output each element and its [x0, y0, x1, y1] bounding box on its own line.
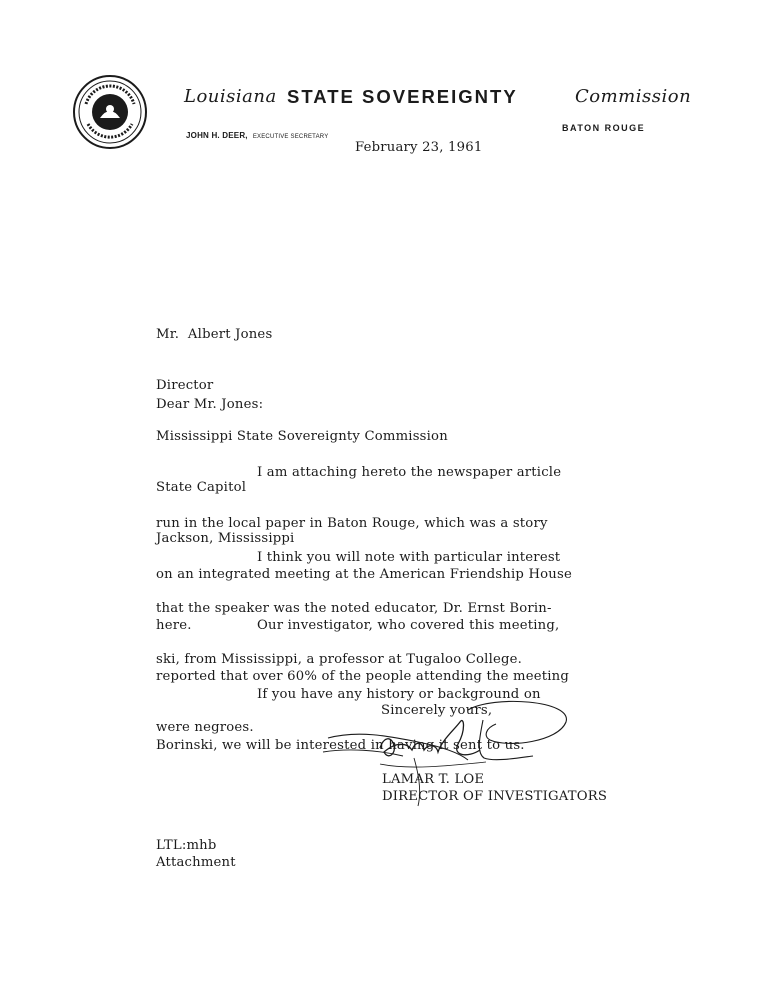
paragraph-line: Our investigator, who covered this meeting,	[257, 618, 560, 633]
enclosure-note: Attachment	[156, 855, 236, 870]
executive-secretary-line	[186, 123, 328, 142]
paragraph-line: run in the local paper in Baton Rouge, which was a story	[156, 516, 548, 531]
paragraph-line: If you have any history or background on	[257, 687, 541, 702]
paragraph-line: Borinski, we will be interested in having it sent to us.	[156, 738, 525, 753]
letterhead-commission-word: Commission	[575, 86, 692, 107]
paragraph-line: I think you will note with particular interest	[257, 550, 561, 565]
address-line: Director	[156, 378, 214, 393]
letterhead-location: BATON ROUGE	[562, 123, 646, 133]
paragraph-line: that the speaker was the noted educator, Dr. Ernst Borin-	[156, 601, 552, 616]
letter-date: February 23, 1961	[355, 140, 483, 155]
letterhead-title: STATE SOVEREIGNTY	[287, 86, 518, 107]
paragraph-line: here.	[156, 618, 192, 633]
state-seal-icon	[72, 74, 148, 150]
reference-initials: LTL:mhb	[156, 838, 217, 853]
paragraph-line: reported that over 60% of the people attending the meeting	[156, 669, 570, 684]
address-line: State Capitol	[156, 480, 247, 495]
signer-name: LAMAR T. LOE	[382, 772, 485, 787]
paragraph-line: ski, from Mississippi, a professor at Tugaloo College.	[156, 652, 523, 667]
letterhead-state-word: Louisiana	[184, 86, 277, 107]
address-line: Mississippi State Sovereignty Commission	[156, 429, 448, 444]
salutation: Dear Mr. Jones:	[156, 397, 264, 412]
executive-secretary-name: JOHN H. DEER,	[186, 131, 248, 140]
paragraph-line: were negroes.	[156, 720, 254, 735]
signer-title: DIRECTOR OF INVESTIGATORS	[382, 789, 608, 804]
paragraph-line: on an integrated meeting at the American Friendship House	[156, 567, 572, 582]
executive-secretary-title: EXECUTIVE SECRETARY	[252, 134, 329, 140]
closing: Sincerely yours,	[381, 703, 493, 718]
paragraph-line: I am attaching hereto the newspaper article	[257, 465, 562, 480]
address-line: Jackson, Mississippi	[156, 531, 295, 546]
address-line: Mr. Albert Jones	[156, 327, 273, 342]
